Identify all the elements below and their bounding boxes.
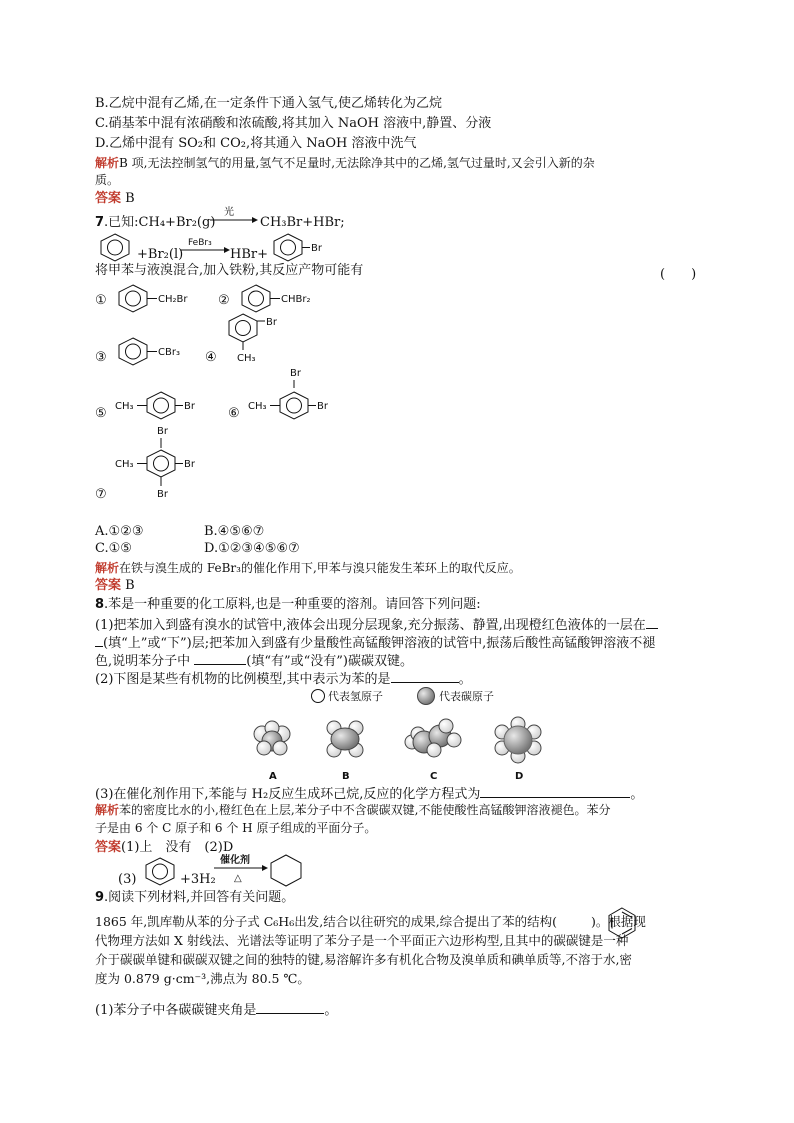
opt-label-7: ⑦ xyxy=(95,487,107,502)
svg-text:B: B xyxy=(342,771,350,782)
model-b-ethylene xyxy=(327,721,363,757)
svg-text:代表碳原子: 代表碳原子 xyxy=(439,690,494,703)
q8-analysis-cont: 子是由 6 个 C 原子和 6 个 H 原子组成的平面分子。 xyxy=(95,821,377,835)
light-arrow xyxy=(210,206,260,230)
opt-label-4: ④ xyxy=(205,350,217,365)
opt-label-1: ① xyxy=(95,293,107,308)
choice-a: A.①②③ xyxy=(95,524,144,539)
q6-analysis: 解析B 项,无法控制氢气的用量,氢气不足量时,无法除净其中的乙烯,氢气过量时,又会引入新的杂 xyxy=(95,156,595,170)
ball-models xyxy=(250,712,550,784)
svg-text:Br: Br xyxy=(157,489,168,500)
svg-text:Br: Br xyxy=(157,426,168,437)
opt-label-2: ② xyxy=(218,293,230,308)
q7-answer: 答案 B xyxy=(95,578,135,593)
option-c-line: C.硝基苯中混有浓硝酸和浓硫酸,将其加入 NaOH 溶液中,静置、分液 xyxy=(95,116,492,131)
svg-text:Br: Br xyxy=(266,317,277,328)
tribromotoluene-structure xyxy=(115,424,225,502)
svg-text:FeBr₃: FeBr₃ xyxy=(188,238,212,248)
svg-text:Br: Br xyxy=(184,401,195,412)
model-a-methane xyxy=(254,721,290,755)
choice-b: B.④⑤⑥⑦ xyxy=(204,524,265,539)
carbon-atom-icon xyxy=(418,688,435,705)
q6-analysis-cont: 质。 xyxy=(95,173,120,187)
choice-d: D.①②③④⑤⑥⑦ xyxy=(204,541,300,556)
option-d-line: D.乙烯中混有 SO₂和 CO₂,将其通入 NaOH 溶液中洗气 xyxy=(95,136,417,151)
svg-text:CH₃: CH₃ xyxy=(248,401,267,412)
q9-stem: 9.阅读下列材料,并回答有关问题。 xyxy=(95,890,295,905)
blank-double-bond[interactable] xyxy=(194,652,246,665)
svg-text:光: 光 xyxy=(224,207,234,218)
svg-text:CH₃: CH₃ xyxy=(115,459,134,470)
q7-analysis: 解析在铁与溴生成的 FeBr₃的催化作用下,甲苯与溴只能发生苯环上的取代反应。 xyxy=(95,561,521,575)
svg-text:CH₃: CH₃ xyxy=(115,401,134,412)
svg-text:催化剂: 催化剂 xyxy=(220,855,250,866)
passage-line-4: 度为 0.879 g·cm⁻³,沸点为 80.5 ℃。 xyxy=(95,971,310,986)
q9-part1: (1)苯分子中各碳碳键夹角是 。 xyxy=(95,1003,338,1018)
opt-label-3: ③ xyxy=(95,350,107,365)
svg-text:Br: Br xyxy=(311,243,322,254)
q8-answer-3-plus: +3H₂ xyxy=(180,872,216,887)
svg-text:代表氢原子: 代表氢原子 xyxy=(328,690,383,703)
q7-rhs1: CH₃Br+HBr; xyxy=(260,215,345,230)
svg-text:Br: Br xyxy=(184,459,195,470)
passage-line-3: 介于碳碳单键和碳碳双键之间的独特的键,易溶解许多有机化合物及溴单质和碘单质等,不溶于水,密 xyxy=(95,952,632,967)
blank-bond-angle[interactable] xyxy=(256,1001,324,1014)
passage-line-1: 1865 年,凯库勒从苯的分子式 C₆H₆出发,结合以往研究的成果,综合提出了苯的结构( )。根据现 xyxy=(95,914,646,929)
cyclohexane-icon xyxy=(266,852,306,888)
svg-text:Br: Br xyxy=(317,401,328,412)
svg-text:Br: Br xyxy=(290,368,301,379)
q8-answer: 答案(1)上 没有 (2)D xyxy=(95,840,234,855)
q8-part1-c: 色,说明苯分子中 (填“有”或“没有”)碳碳双键。 xyxy=(95,654,414,669)
svg-text:D: D xyxy=(515,771,524,782)
p-bromotoluene-structure xyxy=(115,390,225,422)
q7-stem: 将甲苯与液溴混合,加入铁粉,其反应产物可能有 xyxy=(95,263,364,278)
benzene-reactant-icon xyxy=(140,856,180,888)
opt-label-6: ⑥ xyxy=(228,406,240,421)
opt-label-5: ⑤ xyxy=(95,406,107,421)
svg-text:CBr₃: CBr₃ xyxy=(158,347,180,358)
choice-c: C.①⑤ xyxy=(95,541,132,556)
q8-part2: (2)下图是某些有机物的比例模型,其中表示为苯的是 。 xyxy=(95,672,472,687)
passage-line-2: 代物理方法如 X 射线法、光谱法等证明了苯分子是一个平面正六边形构型,且其中的碳碳键是一种 xyxy=(95,933,629,948)
benzotribromide-structure xyxy=(113,336,213,368)
q8-stem: 8.苯是一种重要的化工原料,也是一种重要的溶剂。请回答下列问题: xyxy=(95,597,481,612)
febr3-arrow xyxy=(180,236,230,260)
q8-part3: (3)在催化剂作用下,苯能与 H₂反应生成环己烷,反应的化学方程式为 。 xyxy=(95,787,644,802)
model-c-ethane xyxy=(405,719,461,757)
q7-rhs2: HBr+ xyxy=(230,247,268,262)
q8-part1-b: (填“上”或“下”)层;把苯加入到盛有少量酸性高锰酸钾溶液的试管中,振荡后酸性高锰酸钾溶液不褪 xyxy=(95,634,655,652)
answer-paren: ( ) xyxy=(660,267,697,282)
q7-intro: 7.已知:CH₄+Br₂(g) xyxy=(95,215,216,230)
bromobenzene-icon xyxy=(268,232,338,262)
svg-text:CH₃: CH₃ xyxy=(237,353,256,364)
q8-analysis: 解析苯的密度比水的小,橙红色在上层,苯分子中不含碳碳双键,不能使酸性高锰酸钾溶液褪色。苯分 xyxy=(95,803,611,817)
svg-text:A: A xyxy=(269,771,277,782)
catalyst-arrow xyxy=(214,852,270,886)
q6-answer: 答案 B xyxy=(95,191,135,206)
kekule-benzene-icon xyxy=(606,906,638,940)
q8-answer-3-label: (3) xyxy=(118,872,137,887)
option-b-line: B.乙烷中混有乙烯,在一定条件下通入氢气,使乙烯转化为乙烷 xyxy=(95,96,442,111)
svg-text:CHBr₂: CHBr₂ xyxy=(281,294,311,305)
q8-part1-a: (1)把苯加入到盛有溴水的试管中,液体会出现分层现象,充分振荡、静置,出现橙红色液体的一层在 xyxy=(95,616,658,634)
svg-text:△: △ xyxy=(234,873,242,884)
dibromotoluene-structure xyxy=(248,366,358,422)
o-bromotoluene-structure xyxy=(223,308,303,370)
model-legend xyxy=(310,686,500,708)
benzene-icon xyxy=(95,232,135,262)
q7-plus-br2: +Br₂(l) xyxy=(137,247,184,262)
svg-text:C: C xyxy=(430,771,438,782)
blank-equation[interactable] xyxy=(480,785,630,798)
svg-text:CH₂Br: CH₂Br xyxy=(158,294,188,305)
model-d-benzene xyxy=(495,717,541,763)
blank-benzene-model[interactable] xyxy=(391,670,459,683)
hydrogen-atom-icon xyxy=(312,690,325,703)
benzyl-bromide-structure xyxy=(113,283,213,315)
